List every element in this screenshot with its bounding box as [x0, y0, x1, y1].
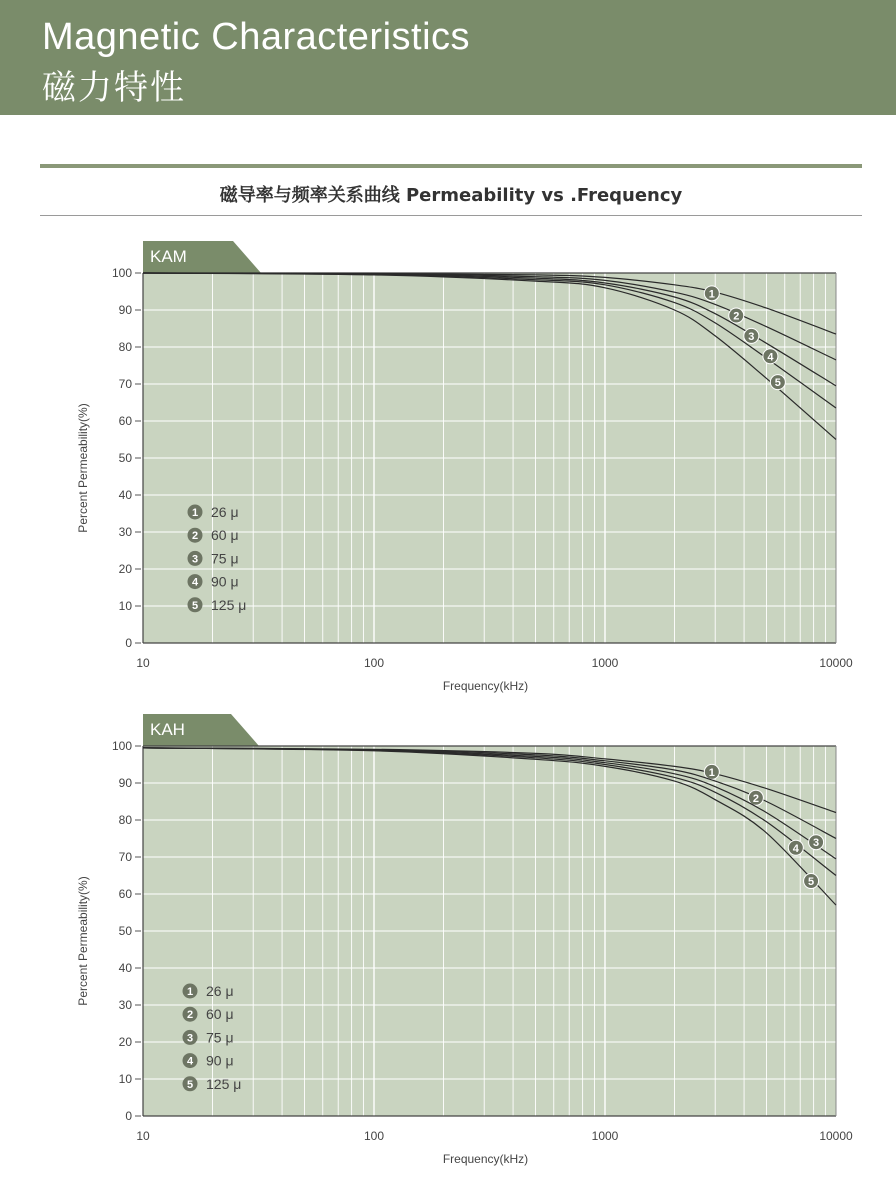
y-tick-label: 70: [118, 850, 132, 864]
series-marker-label: 4: [792, 842, 799, 855]
chart-tab-label: KAM: [150, 247, 187, 266]
y-tick-label: 30: [118, 998, 132, 1012]
x-tick-label: 10000: [819, 656, 853, 670]
y-tick-label: 10: [118, 599, 132, 613]
x-tick-label: 1000: [591, 1129, 619, 1143]
legend-marker-label: 2: [191, 530, 199, 543]
series-marker-label: 3: [813, 837, 820, 850]
legend-entry-label: 125 μ: [211, 596, 247, 613]
legend-marker-label: 5: [191, 599, 199, 612]
legend-marker-label: 5: [186, 1078, 194, 1091]
x-axis-label: Frequency(kHz): [442, 1152, 529, 1166]
legend-entry-label: 26 μ: [211, 504, 239, 520]
y-tick-label: 30: [118, 525, 132, 539]
x-tick-label: 10: [136, 1129, 150, 1143]
legend-entry-label: 90 μ: [206, 1052, 234, 1069]
legend-marker-label: 1: [186, 986, 194, 998]
x-axis-label: Frequency(kHz): [442, 679, 529, 693]
legend-entry-label: 75 μ: [211, 550, 239, 567]
series-marker-label: 3: [748, 330, 755, 343]
legend-entry-label: 90 μ: [211, 573, 239, 590]
series-marker-label: 1: [708, 766, 715, 779]
y-tick-label: 80: [118, 340, 132, 354]
section-title: 磁导率与频率关系曲线 Permeability vs .Frequency: [219, 185, 683, 206]
x-tick-label: 100: [363, 1129, 385, 1143]
legend-marker-label: 3: [186, 1032, 194, 1045]
legend-entry-label: 125 μ: [206, 1075, 242, 1092]
series-marker-label: 4: [767, 351, 774, 364]
chart-kah: [0, 708, 896, 1173]
page-title-zh: 磁力特性: [42, 68, 186, 108]
y-axis-label: Percent Permeability(%): [76, 876, 90, 1006]
y-tick-label: 100: [111, 739, 132, 753]
x-tick-label: 10: [136, 656, 150, 670]
y-tick-label: 20: [118, 1035, 132, 1049]
series-marker-label: 2: [752, 792, 759, 805]
legend-entry-label: 60 μ: [206, 1006, 234, 1023]
y-tick-label: 20: [118, 562, 132, 576]
page-header: [0, 0, 896, 115]
y-tick-label: 10: [118, 1072, 132, 1086]
y-tick-label: 0: [125, 636, 132, 650]
y-tick-label: 60: [118, 414, 132, 428]
legend-entry-label: 75 μ: [206, 1029, 234, 1046]
series-marker-label: 5: [808, 876, 815, 889]
series-marker-label: 2: [733, 310, 740, 323]
x-tick-label: 100: [363, 656, 385, 670]
y-tick-label: 90: [118, 776, 132, 790]
chart-kam: [0, 235, 896, 700]
y-tick-label: 40: [118, 961, 132, 975]
legend-marker-label: 3: [191, 553, 199, 566]
chart-tab-label: KAH: [150, 720, 185, 739]
page-title-en: Magnetic Characteristics: [42, 16, 471, 58]
y-tick-label: 70: [118, 377, 132, 391]
y-tick-label: 90: [118, 303, 132, 317]
legend-marker-label: 4: [191, 576, 199, 589]
legend-marker-label: 4: [186, 1055, 194, 1068]
legend-entry-label: 60 μ: [211, 527, 239, 544]
y-tick-label: 50: [118, 451, 132, 465]
y-tick-label: 60: [118, 887, 132, 901]
section-divider-top: [40, 164, 862, 168]
x-tick-label: 1000: [591, 656, 619, 670]
series-marker-label: 1: [708, 288, 715, 301]
y-tick-label: 0: [125, 1109, 132, 1123]
x-tick-label: 10000: [819, 1129, 853, 1143]
legend-marker-label: 1: [191, 507, 199, 519]
y-tick-label: 80: [118, 813, 132, 827]
legend-marker-label: 2: [186, 1009, 194, 1022]
y-tick-label: 100: [111, 266, 132, 280]
series-marker-label: 5: [774, 377, 781, 390]
section-divider-bottom: [40, 215, 862, 216]
y-tick-label: 50: [118, 924, 132, 938]
y-tick-label: 40: [118, 488, 132, 502]
y-axis-label: Percent Permeability(%): [76, 403, 90, 533]
legend-entry-label: 26 μ: [206, 983, 234, 999]
